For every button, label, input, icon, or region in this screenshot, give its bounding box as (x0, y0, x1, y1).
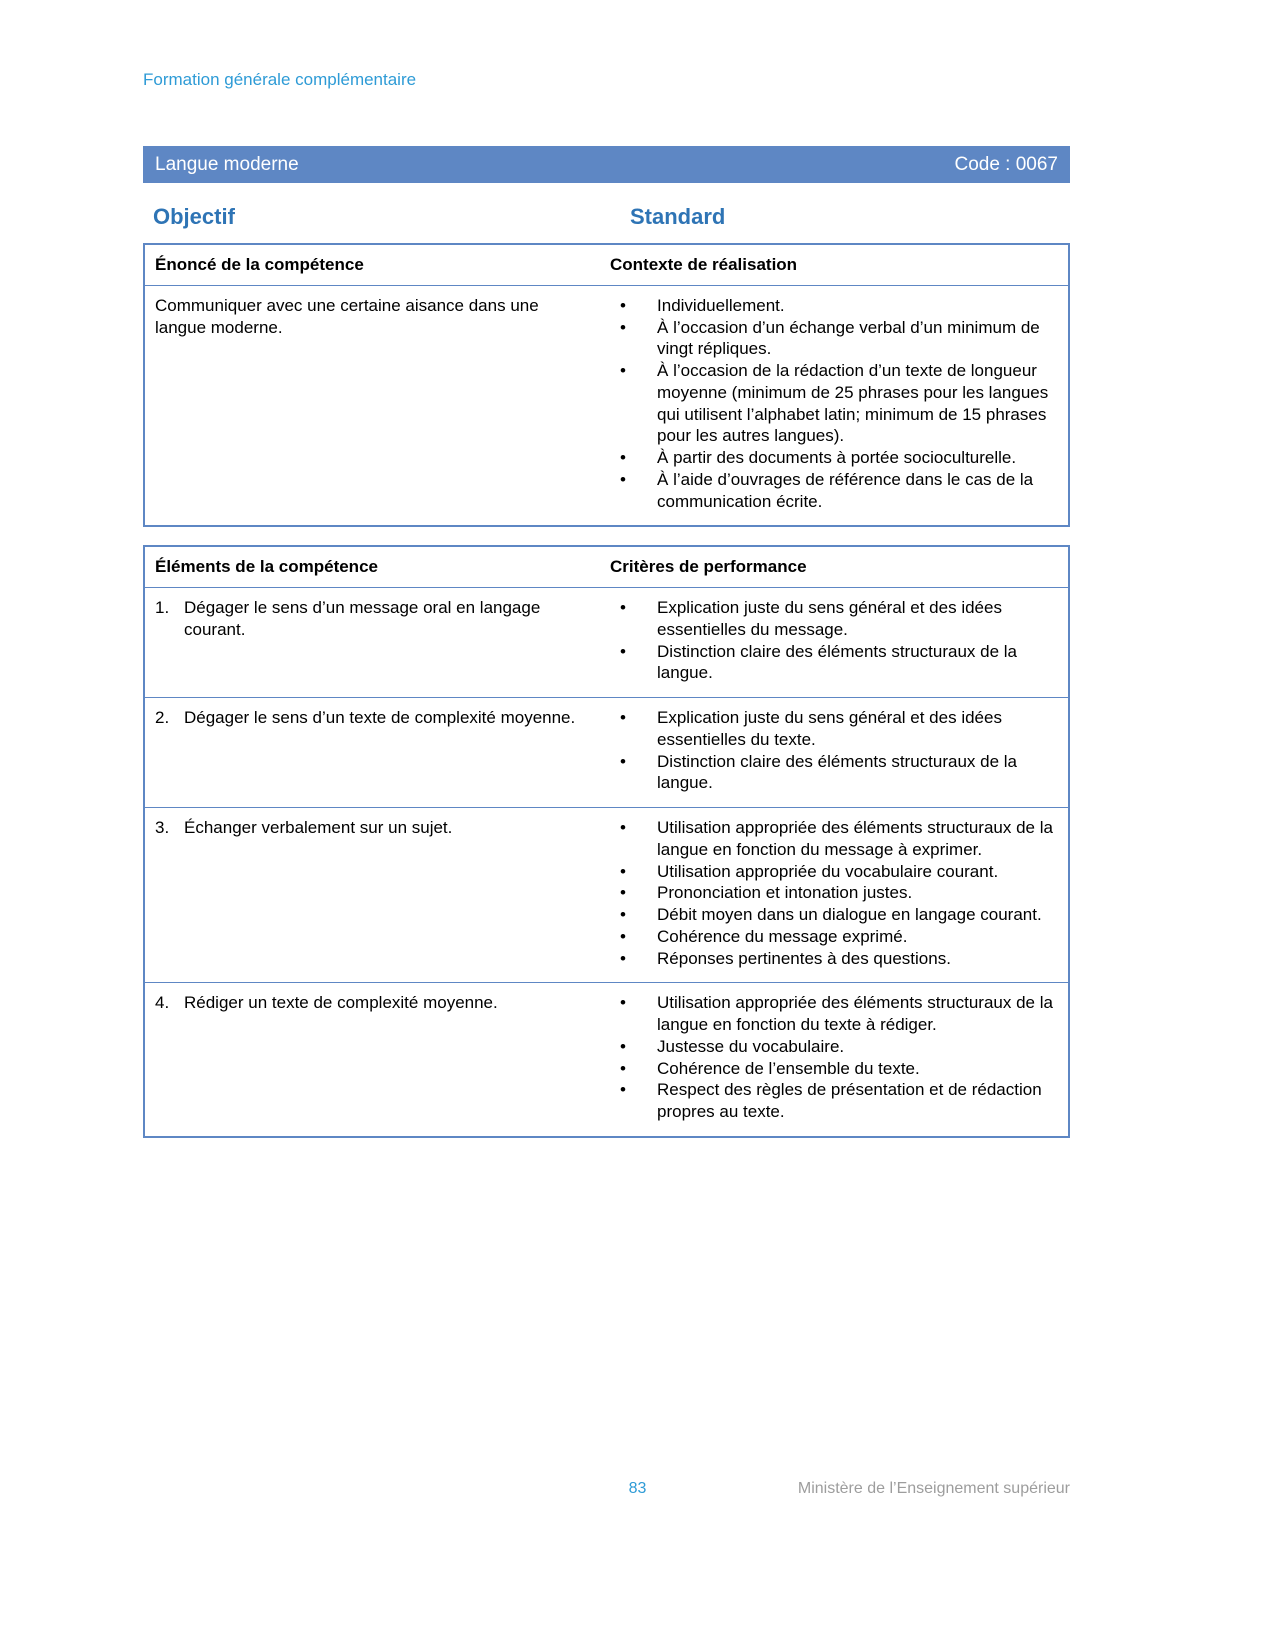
criteres-header: Critères de performance (600, 546, 1069, 587)
item-text: Dégager le sens d’un message oral en langage courant. (184, 598, 541, 639)
table-row (144, 808, 1069, 983)
objectif-heading: Objectif (153, 204, 235, 229)
element-cell (144, 808, 600, 983)
table-row (144, 983, 1069, 1137)
element-cell (144, 698, 600, 808)
table-row (144, 285, 1069, 526)
bullet-item: • Cohérence du message exprimé. (610, 926, 1058, 948)
bullet-item: • Prononciation et intonation justes. (610, 882, 1058, 904)
standard-heading: Standard (630, 204, 726, 229)
course-title: Langue moderne (155, 153, 299, 175)
numbered-element (155, 817, 590, 839)
enonce-header: Énoncé de la compétence (144, 244, 600, 285)
table-row (144, 588, 1069, 698)
bullet-item: • À partir des documents à portée socioculturelle. (610, 447, 1058, 469)
item-text: Rédiger un texte de complexité moyenne. (184, 993, 498, 1013)
item-text: Dégager le sens d’un texte de complexité moyenne. (184, 708, 576, 727)
bullet-item: • Débit moyen dans un dialogue en langage courant. (610, 904, 1058, 926)
bullet-item: • Utilisation appropriée des éléments structuraux de la langue en fonction du texte à rédiger. (610, 992, 1058, 1036)
criteres-cell (600, 808, 1069, 983)
bullet-item: • À l’occasion de la rédaction d’un texte de longueur moyenne (minimum de 25 phrases pour les langues qui utilisent l’alphabet latin; minimum de 15 phrases pour les autres langues). (610, 360, 1058, 447)
contexte-header: Contexte de réalisation (600, 244, 1069, 285)
breadcrumb: Formation générale complémentaire (143, 70, 417, 89)
element-cell (144, 983, 600, 1137)
criteres-bullet-list (610, 597, 1058, 684)
element-cell (144, 588, 600, 698)
page-number: 83 (628, 1480, 647, 1497)
bullet-item: • Cohérence de l’ensemble du texte. (610, 1058, 1058, 1080)
bullet-item: • À l’aide d’ouvrages de référence dans le cas de la communication écrite. (610, 469, 1058, 513)
criteres-bullet-list (610, 992, 1058, 1123)
item-number: 3. (155, 818, 170, 837)
numbered-element (155, 707, 590, 729)
criteres-bullet-list (610, 707, 1058, 794)
criteres-cell (600, 983, 1069, 1137)
bullet-item: • Utilisation appropriée du vocabulaire courant. (610, 861, 1058, 883)
numbered-element (155, 597, 590, 641)
criteres-cell (600, 698, 1069, 808)
item-number: 2. (155, 708, 170, 727)
bullet-item: • Distinction claire des éléments structuraux de la langue. (610, 641, 1058, 685)
bullet-item: • Utilisation appropriée des éléments structuraux de la langue en fonction du message à exprimer. (610, 817, 1058, 861)
bullet-item: • Distinction claire des éléments structuraux de la langue. (610, 751, 1058, 795)
ministry-label: Ministère de l’Enseignement supérieur (797, 1480, 1070, 1497)
item-number: 1. (155, 598, 170, 617)
item-text: Échanger verbalement sur un sujet. (184, 818, 453, 837)
bullet-item: • Explication juste du sens général et des idées essentielles du texte. (610, 707, 1058, 751)
enonce-cell: Communiquer avec une certaine aisance dans une langue moderne. (155, 295, 539, 337)
bullet-item: • Explication juste du sens général et des idées essentielles du message. (610, 597, 1058, 641)
criteres-bullet-list (610, 817, 1058, 969)
bullet-item: • À l’occasion d’un échange verbal d’un minimum de vingt répliques. (610, 317, 1058, 361)
numbered-element (155, 992, 590, 1014)
page-footer (0, 1480, 1275, 1502)
bullet-item: • Réponses pertinentes à des questions. (610, 948, 1058, 970)
table-row (144, 698, 1069, 808)
elements-table-header-row (144, 546, 1069, 587)
bullet-item: • Respect des règles de présentation et de rédaction propres au texte. (610, 1079, 1058, 1123)
bullet-item: • Individuellement. (610, 295, 1058, 317)
item-number: 4. (155, 993, 170, 1013)
section-headings (143, 204, 1070, 230)
bullet-item: • Justesse du vocabulaire. (610, 1036, 1058, 1058)
contexte-bullet-list (610, 295, 1058, 513)
contexte-cell (600, 285, 1069, 526)
criteres-cell (600, 588, 1069, 698)
competence-table (143, 243, 1070, 527)
course-code: Code : 0067 (954, 153, 1058, 175)
title-bar (143, 146, 1070, 183)
elements-header: Éléments de la compétence (144, 546, 600, 587)
competence-table-header-row (144, 244, 1069, 285)
elements-table (143, 545, 1070, 1138)
